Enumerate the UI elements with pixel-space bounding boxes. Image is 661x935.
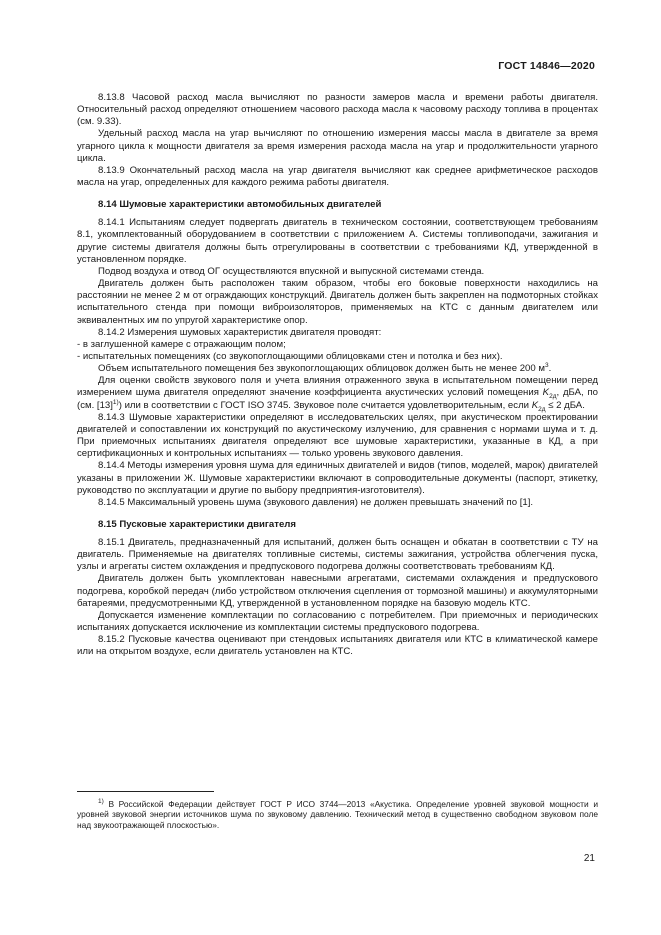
paragraph-8-14-2: 8.14.2 Измерения шумовых характеристик двигателя проводят: <box>98 326 382 338</box>
paragraph-equipment: Двигатель должен быть укомплектован навесными агрегатами, системами охлаждения и предпускового подогрева, коробкой передач (либо устройством отключения сцепления от тормозной машины) и аккумуляторными батареями, предусмотренными КД, утвержденной в установленном порядке на базовую модель КТС. <box>77 573 598 609</box>
paragraph-8-14-3: 8.14.3 Шумовые характеристики определяют в исследовательских целях, при акустическом проектировании двигателей и сопоставлении их конструкций по акустическому излучению, для сравнения с нормами шума и т. д. При приемочных испытаниях двигателя определяют все шумовые характеристики, указанные в КД, а при сертификационных и контрольных испытаниях — только уровень звукового давления. <box>77 411 598 460</box>
paragraph-8-15-2: 8.15.2 Пусковые качества оценивают при стендовых испытаниях двигателя или КТС в климатической камере или на открытом воздухе, если двигатель установлен на КТС. <box>77 634 598 658</box>
paragraph-8-13-8: 8.13.8 Часовой расход масла вычисляют по разности замеров масла и времени работы двигателя. Относительный расход определяют отношением часового расхода масла к часовому расходу топлива в процентах (см. 9.33). <box>77 92 598 128</box>
footnote-text: В Российской Федерации действует ГОСТ Р ИСО 3744—2013 «Акустика. Определение уровней звуковой мощности и уровней звуковой энергии источников шума по звуковому давлению. Технический метод в существенно свободном звуковом поле над звукоотражающей плоскостью». <box>77 799 598 830</box>
paragraph-8-14-4: 8.14.4 Методы измерения уровня шума для единичных двигателей и видов (типов, моделей, марок) двигателей указаны в приложении Ж. Шумовые характеристики включают в сопроводительные документы (паспорт, этикетку, руководство по эксплуатации и другие по выбору предприятия-изготовителя). <box>77 460 598 496</box>
page-number: 21 <box>583 853 595 864</box>
list-item-anechoic: - в заглушенной камере с отражающим полом; <box>77 338 286 350</box>
footnote-divider <box>77 791 214 792</box>
footnote-ref: 1) <box>112 398 119 406</box>
paragraph-oil-specific: Удельный расход масла на угар вычисляют по отношению измерения массы масла в двигателе за время угарного цикла к мощности двигателя за время измерения расхода масла на угар и продолжительности угарного цикла. <box>77 128 598 164</box>
footnote <box>77 799 598 830</box>
list-item-test-rooms: - испытательных помещениях (со звукопоглощающими облицовками стен и потолка и без них). <box>77 350 503 362</box>
document-header-code: ГОСТ 14846—2020 <box>498 60 595 72</box>
footnote-mark: 1) <box>98 798 104 806</box>
paragraph-sound-field: Для оценки свойств звукового поля и учета влияния отраженного звука в испытательном помещении перед измерением шума двигателя определяют значение коэффициента акустических условий помещения $K_{2д}$, дБА, по (см. $[13]^{1)}$) или в соответствии с ГОСТ ISO 3745. Звуковое поле считается удовлетворительным, если $K_{2д} \le 2$ дБА. <box>77 375 598 413</box>
paragraph-8-14-5: 8.14.5 Максимальный уровень шума (звукового давления) не должен превышать значений по [1]. <box>98 496 534 508</box>
paragraph-configuration: Допускается изменение комплектации по согласованию с потребителем. При приемочных и периодических испытаниях допускается исключение из комплектации системы предпускового подогрева. <box>77 609 598 634</box>
paragraph-8-15-1: 8.15.1 Двигатель, предназначенный для испытаний, должен быть оснащен и обкатан в соответствии с ТУ на двигатель. Применяемые на двигателях топливные системы, системы зажигания, устройства облегчения пуска, узлы и агрегаты систем охлаждения и предпускового подогрева должны соответствовать требованиям КД. <box>77 537 598 573</box>
paragraph-8-13-9: 8.13.9 Окончательный расход масла на угар двигателя вычисляют как среднее арифметическое расходов масла на угар, определенных для каждого режима работы двигателя. <box>77 164 598 189</box>
paragraph-room-volume: Объем испытательного помещения без звукопоглощающих облицовок должен быть не менее 200 $м^3$. <box>98 361 552 375</box>
section-heading-8-15: 8.15 Пусковые характеристики двигателя <box>98 519 296 530</box>
page-body <box>77 92 598 659</box>
section-heading-8-14: 8.14 Шумовые характеристики автомобильных двигателей <box>98 199 382 211</box>
paragraph-8-14-1: 8.14.1 Испытаниям следует подвергать двигатель в техническом состоянии, соответствующем требованиям 8.1, укомплектованный оборудованием в соответствии с приложением А. Системы топливоподачи, зажигания и другие системы двигателя должны быть отрегулированы в соответствии с требованиями КД, утвержденной в установленном порядке. <box>77 217 598 265</box>
paragraph-engine-placement: Двигатель должен быть расположен таким образом, чтобы его боковые поверхности находились на расстоянии не менее 2 м от ограждающих конструкций. Двигатель должен быть закреплен на подмоторных стойках испытательного стенда при помощи виброизоляторов, применяемых на КТС с данным двигателем или эквивалентных им по упругой характеристике опор. <box>77 278 598 326</box>
paragraph-air-supply: Подвод воздуха и отвод ОГ осуществляются впускной и выпускной системами стенда. <box>98 265 485 277</box>
